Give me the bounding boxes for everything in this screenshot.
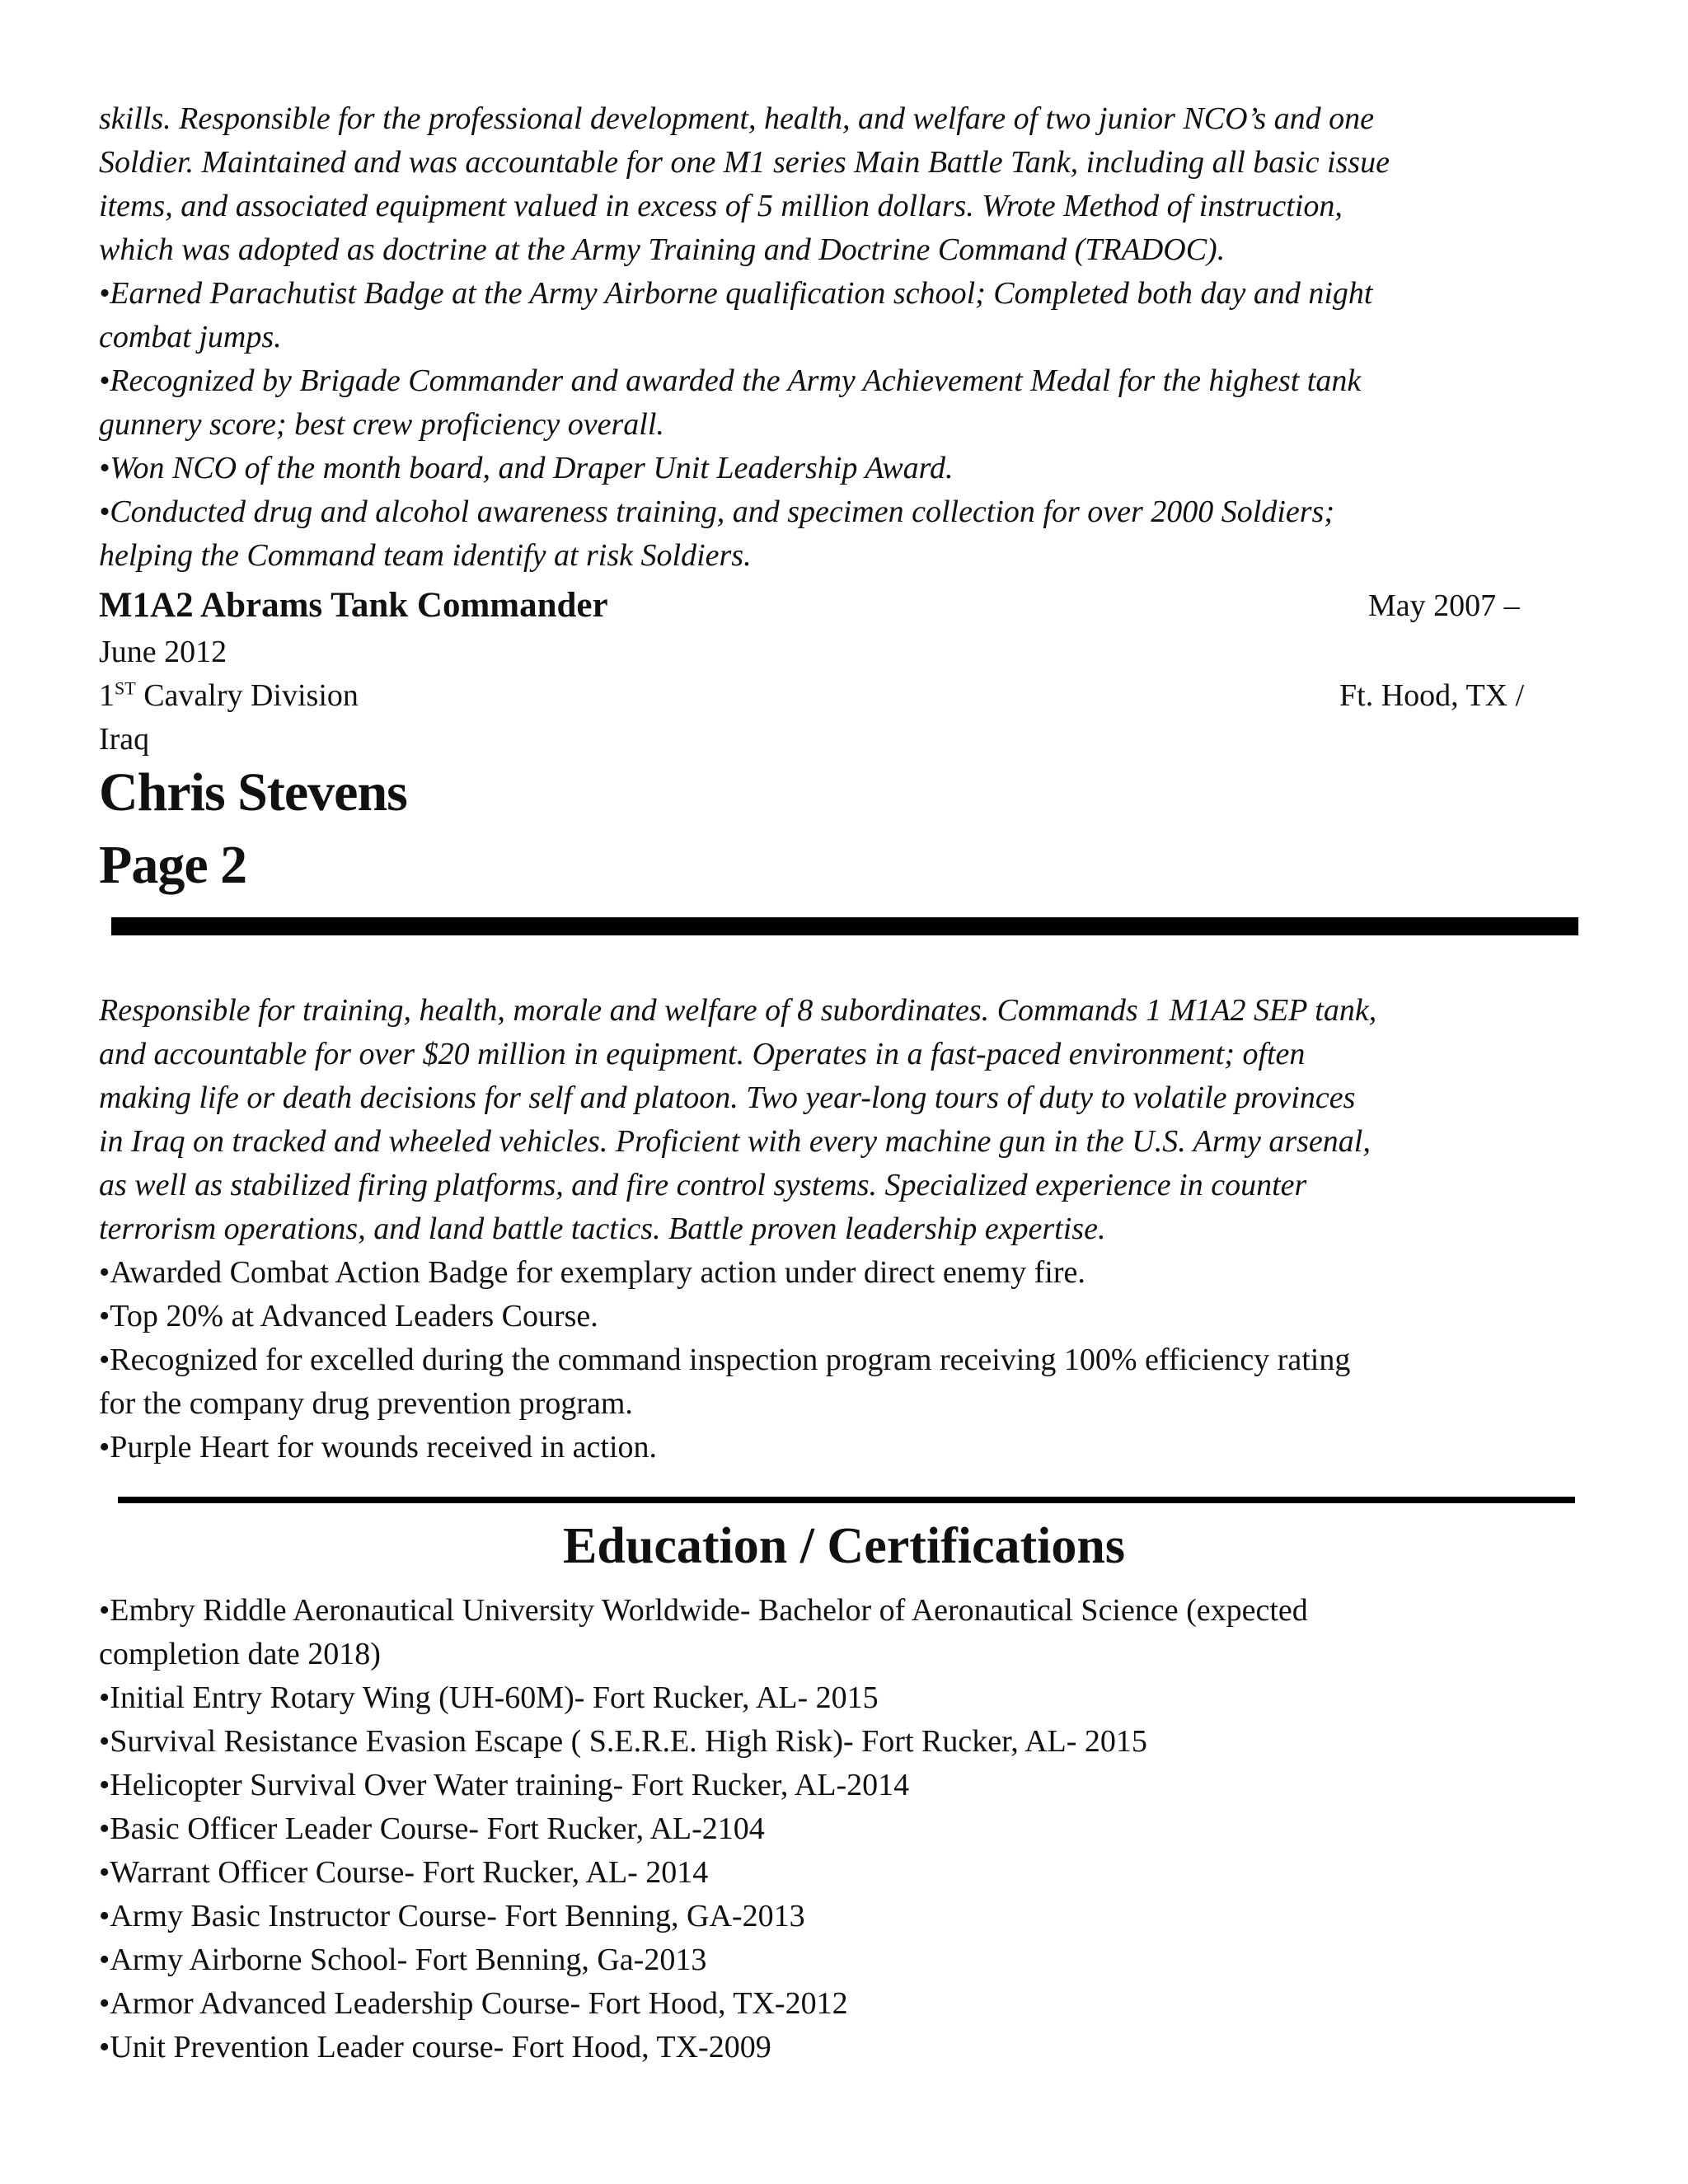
job-title: M1A2 Abrams Tank Commander	[99, 586, 608, 625]
text-line: gunnery score; best crew proficiency overall.	[99, 407, 664, 442]
text-line: which was adopted as doctrine at the Army Training and Doctrine Command (TRADOC).	[99, 232, 1226, 267]
job-location: Ft. Hood, TX /	[1339, 678, 1525, 713]
list-item: •Army Basic Instructor Course- Fort Benning, GA-2013	[99, 1899, 805, 1933]
text-line: combat jumps.	[99, 320, 282, 354]
job-description	[99, 989, 1582, 1469]
bullet-line: •Top 20% at Advanced Leaders Course.	[99, 1299, 598, 1333]
job-date-end: June 2012	[99, 635, 227, 669]
education-list	[99, 1589, 1582, 2069]
list-item: •Helicopter Survival Over Water training- Fort Rucker, AL-2014	[99, 1768, 910, 1802]
list-item: •Armor Advanced Leadership Course- Fort Hood, TX-2012	[99, 1986, 848, 2021]
job-location-continued: Iraq	[99, 722, 150, 757]
education-heading: Education / Certifications	[563, 1518, 1125, 1574]
candidate-name: Chris Stevens	[99, 762, 407, 823]
text-line: for the company drug prevention program.	[99, 1386, 633, 1421]
text-line: making life or death decisions for self and platoon. Two year-long tours of duty to volatile provinces	[99, 1080, 1356, 1115]
list-item: •Initial Entry Rotary Wing (UH-60M)- Fort Rucker, AL- 2015	[99, 1680, 879, 1715]
bullet-line: •Awarded Combat Action Badge for exemplary action under direct enemy fire.	[99, 1255, 1085, 1290]
list-item: •Army Airborne School- Fort Benning, Ga-2013	[99, 1943, 707, 1977]
bullet-line: •Recognized for excelled during the command inspection program receiving 100% efficiency rating	[99, 1343, 1351, 1377]
text-line: terrorism operations, and land battle tactics. Battle proven leadership expertise.	[99, 1212, 1106, 1246]
bullet-line: •Earned Parachutist Badge at the Army Airborne qualification school; Completed both day and night	[99, 276, 1373, 311]
text-line: in Iraq on tracked and wheeled vehicles. Proficient with every machine gun in the U.S. Army arsenal,	[99, 1124, 1371, 1159]
text-line: Soldier. Maintained and was accountable for one M1 series Main Battle Tank, including all basic issue	[99, 145, 1390, 180]
list-item: •Warrant Officer Course- Fort Rucker, AL- 2014	[99, 1855, 709, 1890]
page-number: Page 2	[99, 835, 247, 895]
job-date-start: May 2007 –	[1368, 588, 1520, 623]
list-item: •Basic Officer Leader Course- Fort Rucker, AL-2104	[99, 1811, 765, 1846]
bullet-line: •Conducted drug and alcohol awareness training, and specimen collection for over 2000 Soldiers;	[99, 494, 1334, 529]
bullet-line: •Won NCO of the month board, and Draper Unit Leadership Award.	[99, 451, 954, 485]
page-header	[99, 757, 1582, 902]
text-line: as well as stabilized firing platforms, and fire control systems. Specialized experience in counter	[99, 1168, 1307, 1202]
job-unit: 1ST Cavalry Division	[99, 677, 359, 713]
bullet-line: •Recognized by Brigade Commander and awarded the Army Achievement Medal for the highest tank	[99, 363, 1362, 398]
list-item: •Survival Resistance Evasion Escape ( S.E.R.E. High Risk)- Fort Rucker, AL- 2015	[99, 1724, 1147, 1759]
job-header	[99, 581, 1582, 762]
text-line: helping the Command team identify at risk Soldiers.	[99, 538, 752, 573]
previous-job-description	[99, 97, 1582, 578]
text-line: and accountable for over $20 million in equipment. Operates in a fast-paced environment; often	[99, 1037, 1306, 1071]
section-divider	[118, 1497, 1575, 1503]
bullet-line: •Purple Heart for wounds received in action.	[99, 1430, 658, 1465]
text-line: items, and associated equipment valued in excess of 5 million dollars. Wrote Method of instruction,	[99, 189, 1343, 223]
text-line: Responsible for training, health, morale and welfare of 8 subordinates. Commands 1 M1A2 SEP tank,	[99, 993, 1377, 1028]
list-item: •Embry Riddle Aeronautical University Worldwide- Bachelor of Aeronautical Science (expected	[99, 1593, 1308, 1628]
header-divider	[111, 917, 1578, 935]
list-item: completion date 2018)	[99, 1637, 381, 1671]
list-item: •Unit Prevention Leader course- Fort Hood, TX-2009	[99, 2030, 771, 2064]
text-line: skills. Responsible for the professional development, health, and welfare of two junior NCO’s and one	[99, 101, 1374, 136]
